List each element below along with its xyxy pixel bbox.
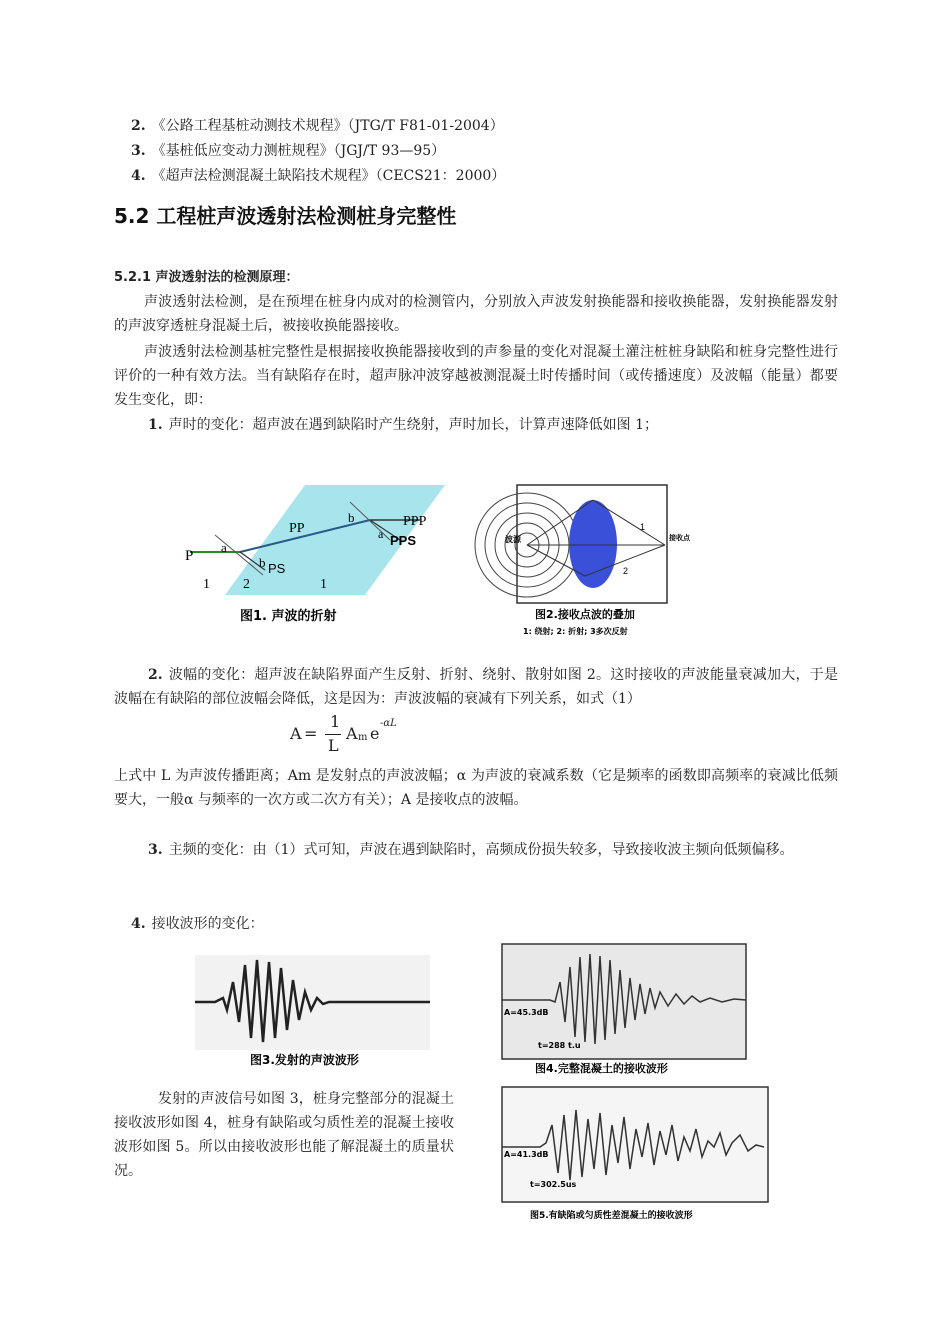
formula-denominator: L bbox=[328, 736, 339, 755]
list-number: 2. bbox=[148, 667, 163, 683]
formula-a: A bbox=[346, 724, 358, 743]
label-a2: a bbox=[378, 527, 384, 541]
formula-eq: = bbox=[304, 724, 318, 743]
time-label: t=302.5us bbox=[530, 1180, 577, 1189]
reference-item bbox=[131, 139, 445, 163]
label-pps: PPS bbox=[390, 533, 417, 548]
figure-caption: 图5.有缺陷或匀质性差混凝土的接收波形 bbox=[530, 1211, 693, 1221]
label-p: P bbox=[185, 548, 194, 564]
emitted-waveform bbox=[195, 950, 430, 1070]
list-text: 波幅的变化：超声波在缺陷界面产生反射、折射、绕射、散射如图 2。这时接收的声波能量衰减加大，于是波幅在有缺陷的部位波幅会降低，这是因为：声波波幅的衰减有下列关系，如式（1） bbox=[114, 667, 838, 707]
list-number: 1. bbox=[148, 417, 163, 433]
reference-number: 2. bbox=[131, 118, 146, 134]
reference-item bbox=[131, 164, 505, 188]
figure-caption: 图1. 声波的折射 bbox=[240, 609, 337, 624]
label-ps: PS bbox=[268, 561, 286, 576]
paragraph-principle: 声波透射法检测，是在预埋在桩身内成对的检测管内，分别放入声波发射换能器和接收换能器，发射换能器发射的声波穿透桩身混凝土后，被接收换能器接收。 bbox=[114, 294, 838, 334]
figure-caption: 图3.发射的声波波形 bbox=[250, 1053, 359, 1067]
formula-sub: m bbox=[358, 732, 368, 743]
intact-waveform bbox=[500, 942, 750, 1077]
reference-number: 4. bbox=[131, 168, 146, 184]
figure-caption: 图2.接收点波的叠加 bbox=[535, 608, 635, 621]
label-b: b bbox=[259, 555, 266, 570]
label-medium-2: 2 bbox=[243, 577, 250, 592]
label-a: a bbox=[221, 540, 227, 555]
figure-intact-receive-wave bbox=[500, 942, 750, 1077]
list-item-sound-time bbox=[148, 413, 658, 437]
figure-refraction bbox=[185, 480, 455, 630]
defect-ellipse bbox=[569, 500, 617, 588]
label-ppp: PPP bbox=[403, 514, 427, 529]
list-text: 主频的变化：由（1）式可知，声波在遇到缺陷时，高频成份损失较多，导致接收波主频向低频偏移。 bbox=[168, 842, 794, 858]
label-pp: PP bbox=[289, 521, 305, 536]
paragraph-formula-explain: 上式中 L 为声波传播距离；Am 是发射点的声波波幅；α 为声波的衰减系数（它是频率的函数即高频率的衰减比低频要大，一般α 与频率的一次方或二次方有关）；A 是接收点的波幅。 bbox=[114, 768, 838, 808]
reference-number: 3. bbox=[131, 143, 146, 159]
figure-subcaption: 1: 绕射; 2: 折射; 3多次反射 bbox=[523, 627, 628, 636]
label-medium-1b: 1 bbox=[320, 577, 327, 592]
label-source: 波源 bbox=[505, 535, 521, 544]
list-text: 声时的变化：超声波在遇到缺陷时产生绕射，声时加长，计算声速降低如图 1； bbox=[168, 417, 658, 433]
figure-caption: 图4.完整混凝土的接收波形 bbox=[535, 1062, 668, 1075]
refraction-diagram bbox=[185, 480, 455, 630]
list-item-amplitude bbox=[114, 663, 838, 711]
label-receiver: 接收点 bbox=[669, 534, 690, 542]
time-label: t=288 t.u bbox=[538, 1041, 581, 1050]
reference-item bbox=[131, 114, 504, 138]
reference-text: 《基桩低应变动力测桩规程》（JGJ/T 93—95） bbox=[151, 143, 446, 159]
attenuation-formula bbox=[290, 712, 420, 762]
list-text: 接收波形的变化： bbox=[151, 916, 264, 932]
label-b2: b bbox=[348, 510, 355, 525]
paragraph-method: 声波透射法检测基桩完整性是根据接收换能器接收到的声参量的变化对混凝土灌注桩桩身缺陷和桩身完整性进行评价的一种有效方法。当有缺陷存在时，超声脉冲波穿越被测混凝土时传播时间（或传播速度）及波幅（能量）都要发生变化，即： bbox=[114, 344, 838, 408]
label-medium-1: 1 bbox=[203, 577, 210, 592]
label-path-1: 1 bbox=[640, 522, 646, 532]
reference-text: 《超声法检测混凝土缺陷技术规程》（CECS21：2000） bbox=[151, 168, 506, 184]
subsection-title: 5.2.1 声波透射法的检测原理： bbox=[114, 270, 299, 285]
amplitude-label: A=45.3dB bbox=[504, 1008, 549, 1017]
label-path-2: 2 bbox=[623, 566, 629, 576]
paragraph-waveform-explain: 发射的声波信号如图 3，桩身完整部分的混凝土接收波形如图 4，桩身有缺陷或匀质性差的混凝土接收波形如图 5。所以由接收波形也能了解混凝土的质量状况。 bbox=[114, 1091, 454, 1179]
reference-text: 《公路工程基桩动测技术规程》（JTG/T F81-01-2004） bbox=[151, 118, 504, 134]
superposition-diagram bbox=[505, 480, 690, 645]
figure-defect-receive-wave bbox=[500, 1085, 772, 1225]
formula-numerator: 1 bbox=[330, 712, 341, 731]
list-number: 3. bbox=[148, 842, 163, 858]
list-item-frequency bbox=[114, 838, 838, 862]
amplitude-label: A=41.3dB bbox=[504, 1150, 549, 1159]
formula-lhs: A bbox=[290, 724, 302, 743]
figure-emitted-wave bbox=[195, 950, 430, 1070]
defect-waveform bbox=[500, 1085, 772, 1225]
section-title: 5.2 工程桩声波透射法检测桩身完整性 bbox=[114, 204, 457, 228]
formula-e: e bbox=[370, 724, 380, 743]
formula-exp: -αL bbox=[380, 718, 397, 729]
list-number: 4. bbox=[131, 916, 146, 932]
figure-wave-superposition bbox=[505, 480, 690, 645]
list-item-waveform bbox=[131, 912, 264, 936]
